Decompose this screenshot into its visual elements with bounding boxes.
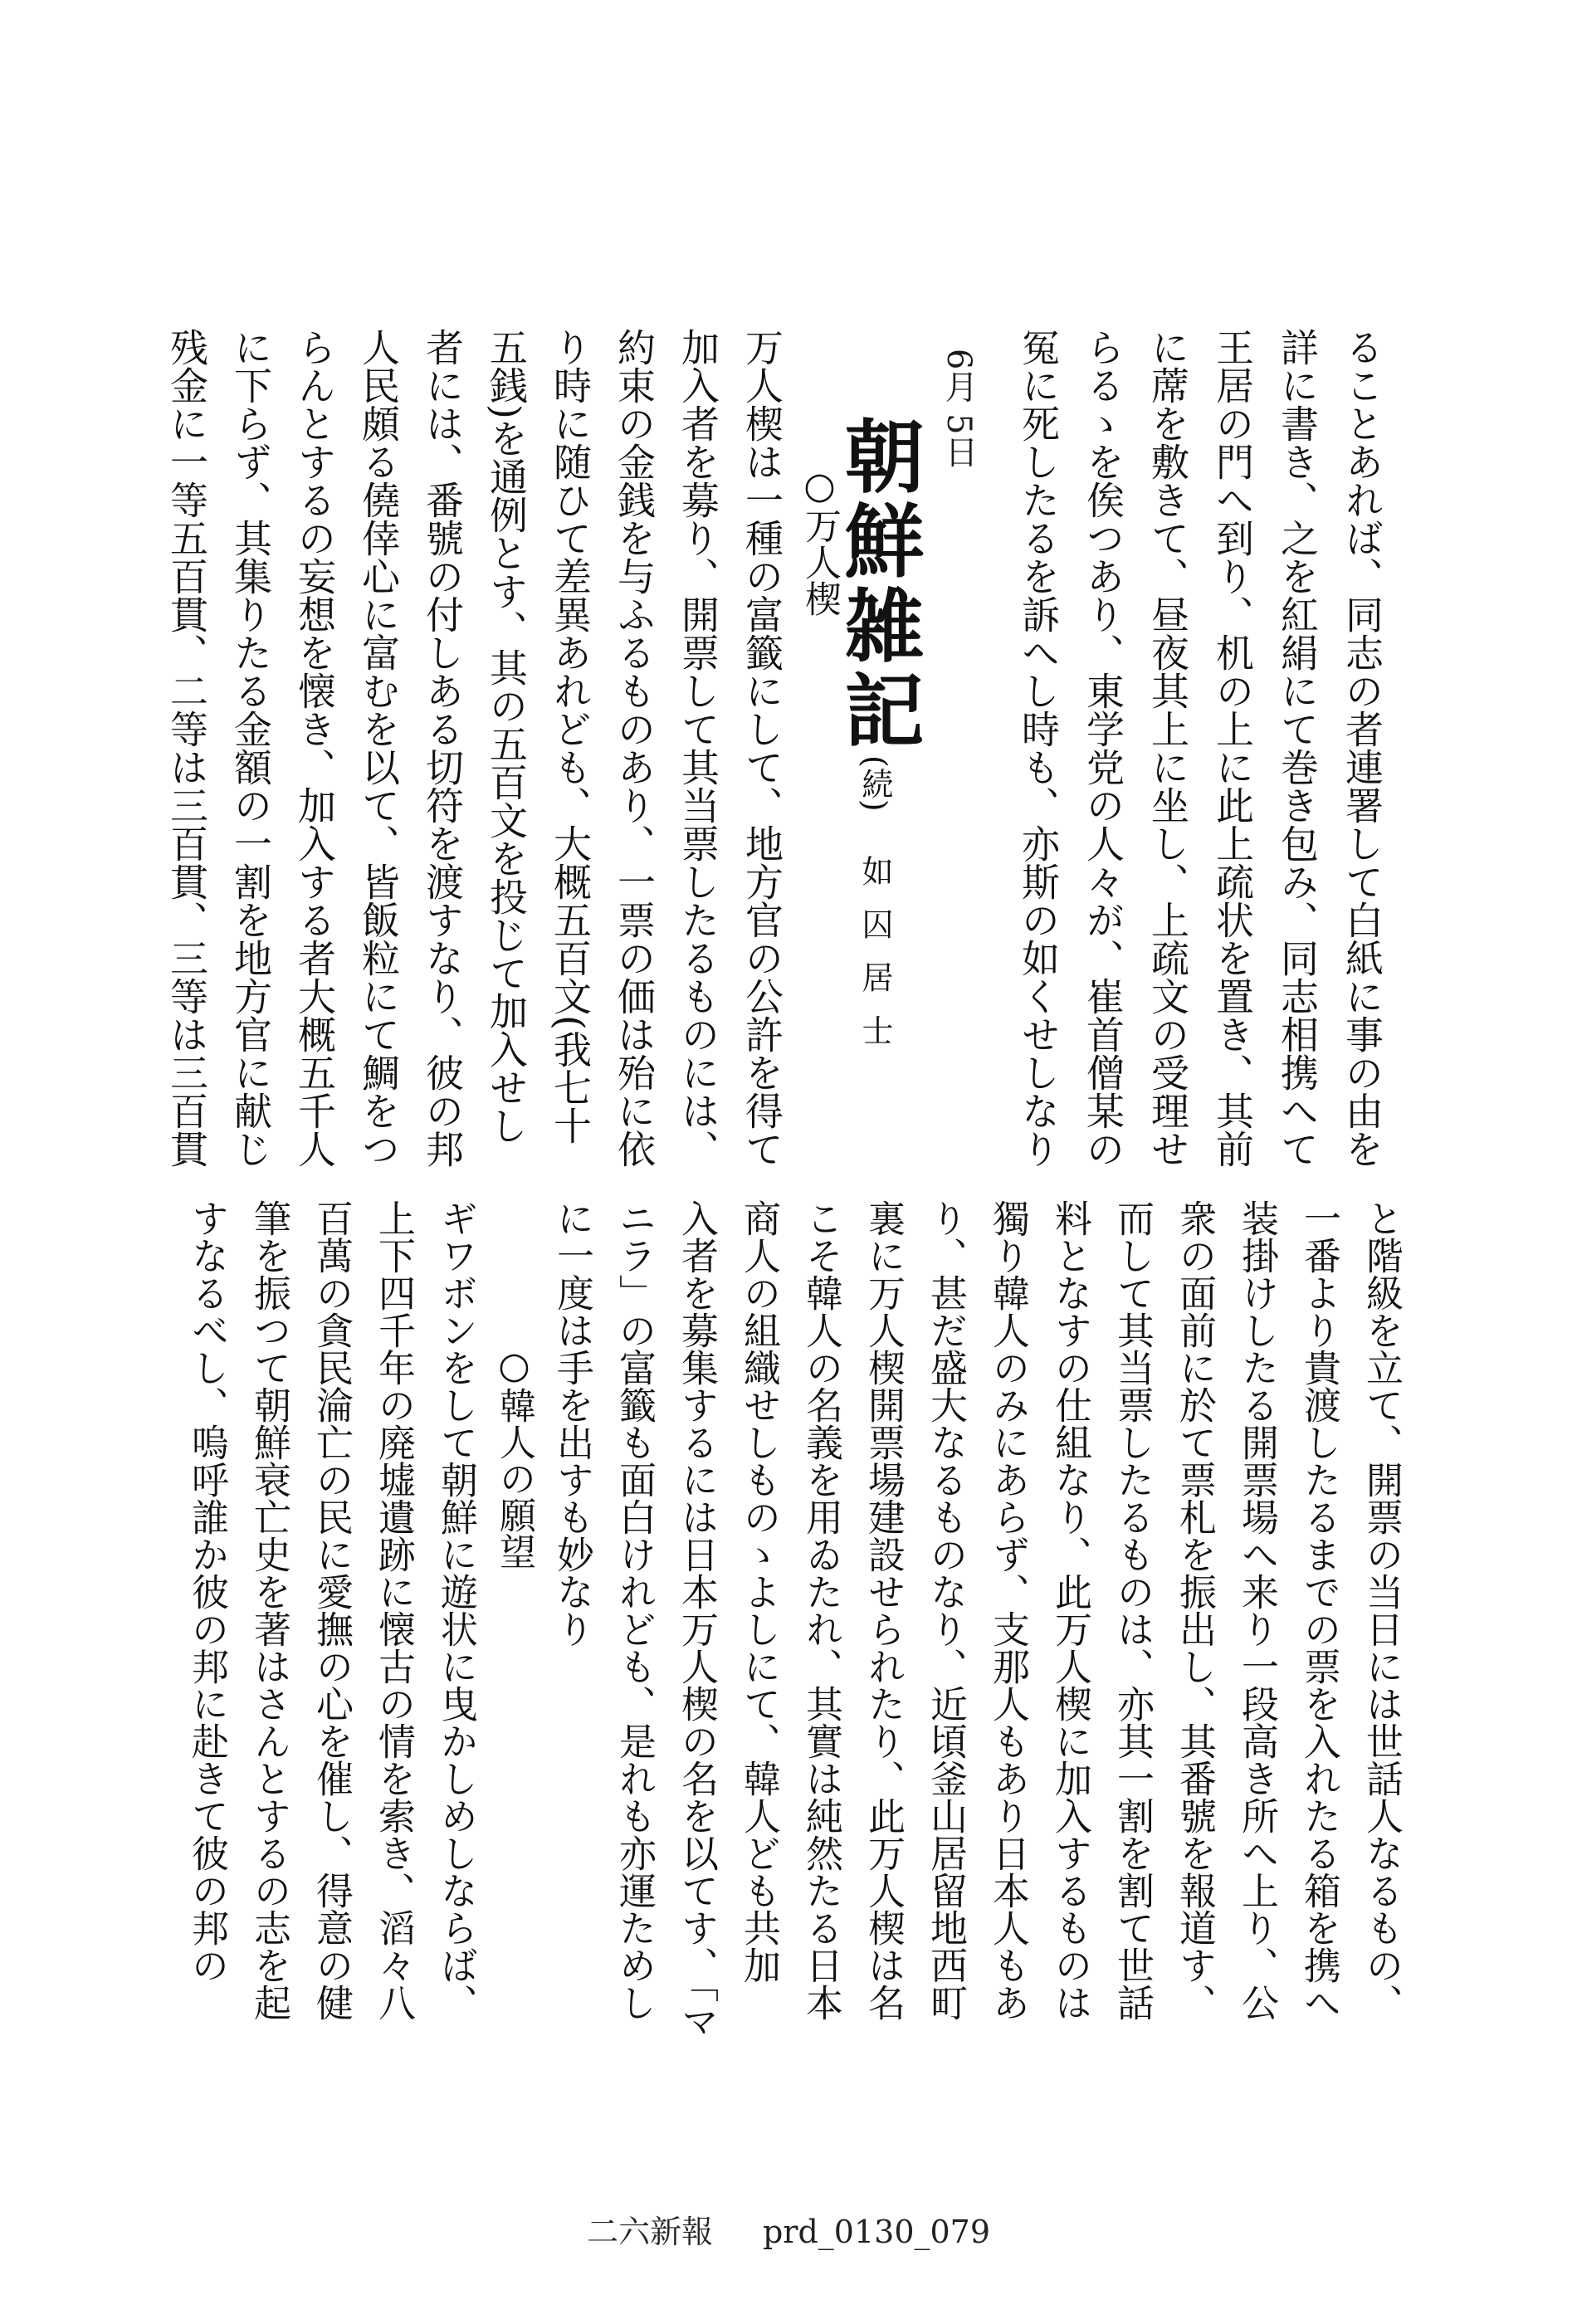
intro-column: 王居の門へ到り、机の上に此上疏状を置き、其前 [1210, 328, 1255, 1168]
body-column: 裏に万人楔開票場建設せられたり、此万人楔は名 [862, 1199, 906, 2021]
body-column: ギワボンをして朝鮮に遊状に曳かしめしならば、 [434, 1199, 478, 2021]
body-column: 商人の組織せしものゝよしにて、韓人ども共加 [737, 1199, 781, 1984]
page-footer [0, 2206, 1577, 2252]
body-column: に一度は手を出すも妙なり [550, 1199, 594, 1648]
intro-column: に蓆を敷きて、昼夜其上に坐し、上疏文の受理せ [1145, 328, 1190, 1168]
intro-column: ることあれば、同志の者連署して白紙に事の由を [1340, 328, 1384, 1168]
body-column: 万人楔は一種の富籤にして、地方官の公許を得て [740, 328, 784, 1168]
body-column: り、甚だ盛大なるものなり、近頃釜山居留地西町 [924, 1199, 968, 2021]
body-column: 筆を振つて朝鮮衰亡史を著はさんとするの志を起 [247, 1199, 291, 2021]
title-continued-mark: (続) [857, 755, 893, 812]
article-author: 如囚居士 [857, 855, 893, 1067]
body-column: すなるべし、嗚呼誰か彼の邦に赴きて彼の邦の [185, 1199, 229, 1984]
body-column: 約束の金銭を与ふるものあり、一票の価は殆に依 [612, 328, 657, 1168]
body-column: こそ韓人の名義を用ゐたれ、其實は純然たる日本 [799, 1199, 843, 2021]
body-column: 加入者を募り、開票して其当票したるものには、 [676, 328, 720, 1168]
article-date: 6月 5日 [940, 349, 978, 468]
section-heading: ○万人楔 [798, 465, 841, 617]
body-column: 人民頗る僥倖心に富むを以て、皆飯粒にて鯛をつ [356, 328, 401, 1168]
body-column: 五銭)を通例とす、其の五百文を投じて加入せし [484, 328, 529, 1145]
body-column: 一番より貴渡したるまでの票を入れたる箱を携へ [1297, 1199, 1341, 2021]
source-name: 二六新報 [586, 2214, 713, 2250]
article-title-block [832, 415, 925, 1145]
body-column: 上下四千年の廃墟遺跡に懐古の情を索き、滔々八 [372, 1199, 416, 2021]
body-column: 残金に一等五百貫、二等は三百貫、三等は三百貫 [164, 328, 209, 1168]
intro-column: 詳に書き、之を紅絹にて巻き包み、同志相携へて [1275, 328, 1320, 1168]
section-heading: ○韓人の願望 [493, 1345, 535, 1570]
body-column: 獨り韓人のみにあらず、支那人もあり日本人もあ [986, 1199, 1030, 2021]
body-column: 装掛けしたる開票場へ来り一段高き所へ上り、公 [1235, 1199, 1279, 2021]
body-column: 百萬の貪民淪亡の民に愛撫の心を催し、得意の健 [310, 1199, 354, 2021]
body-column: 入者を募集するには日本万人楔の名を以てす、「マ [675, 1199, 719, 2040]
page-id: prd_0130_079 [762, 2214, 991, 2250]
body-column: 料となすの仕組なり、此万人楔に加入するものは [1048, 1199, 1092, 2021]
article-title: 朝鮮雑記 [832, 415, 925, 754]
intro-column: 冤に死したるを訴へし時も、亦斯の如くせしなり [1016, 328, 1061, 1168]
body-column: 而して其当票したるものは、亦其一割を割て世話 [1111, 1199, 1155, 2021]
intro-column: らるゝを俟つあり、東学党の人々が、崔首僧某の [1081, 328, 1125, 1168]
body-column: ニラ」の富籤も面白けれども、是れも亦運ためし [613, 1199, 657, 2021]
body-column: と階級を立て、開票の当日には世話人なるもの、 [1360, 1199, 1404, 2021]
body-column: 者には、番號の付しある切符を渡すなり、彼の邦 [420, 328, 465, 1168]
body-column: り時に随ひて差異あれども、大概五百文(我七十 [548, 328, 593, 1145]
body-column: 衆の面前に於て票札を振出し、其番號を報道す、 [1173, 1199, 1217, 2021]
body-column: らんとするの妄想を懐き、加入する者大概五千人 [292, 328, 337, 1168]
body-column: に下らず、其集りたる金額の一割を地方官に献じ [228, 328, 273, 1168]
